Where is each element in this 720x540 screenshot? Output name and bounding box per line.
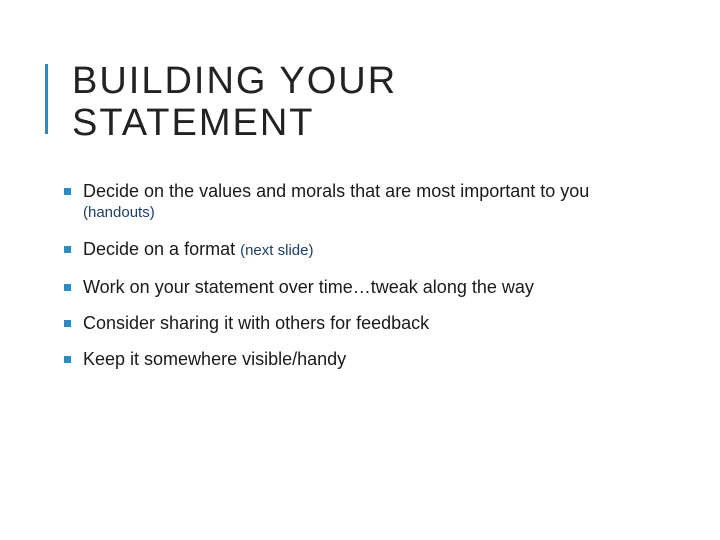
square-bullet-icon — [64, 356, 71, 363]
slide-title — [72, 60, 672, 144]
square-bullet-icon — [64, 284, 71, 291]
bullet-item-keep — [64, 348, 704, 370]
title-line-1: BUILDING YOUR — [72, 60, 398, 102]
bullet-text: Decide on a format — [83, 239, 236, 259]
bullet-list — [64, 180, 704, 370]
bullet-item-work — [64, 276, 704, 298]
title-accent-bar — [45, 64, 48, 134]
square-bullet-icon — [64, 320, 71, 327]
bullet-item-format — [64, 238, 704, 262]
bullet-text: Consider sharing it with others for feedback — [83, 313, 430, 333]
bullet-note: (handouts) — [83, 204, 155, 221]
title-line-2: STATEMENT — [72, 102, 315, 144]
bullet-note: (next slide) — [240, 242, 314, 259]
square-bullet-icon — [64, 246, 71, 253]
square-bullet-icon — [64, 188, 71, 195]
bullet-text: Decide on the values and morals that are most important to you — [83, 181, 590, 201]
bullet-item-share — [64, 312, 704, 334]
bullet-item-values — [64, 180, 704, 222]
bullet-text: Keep it somewhere visible/handy — [83, 349, 347, 369]
bullet-text: Work on your statement over time…tweak along the way — [83, 277, 534, 297]
